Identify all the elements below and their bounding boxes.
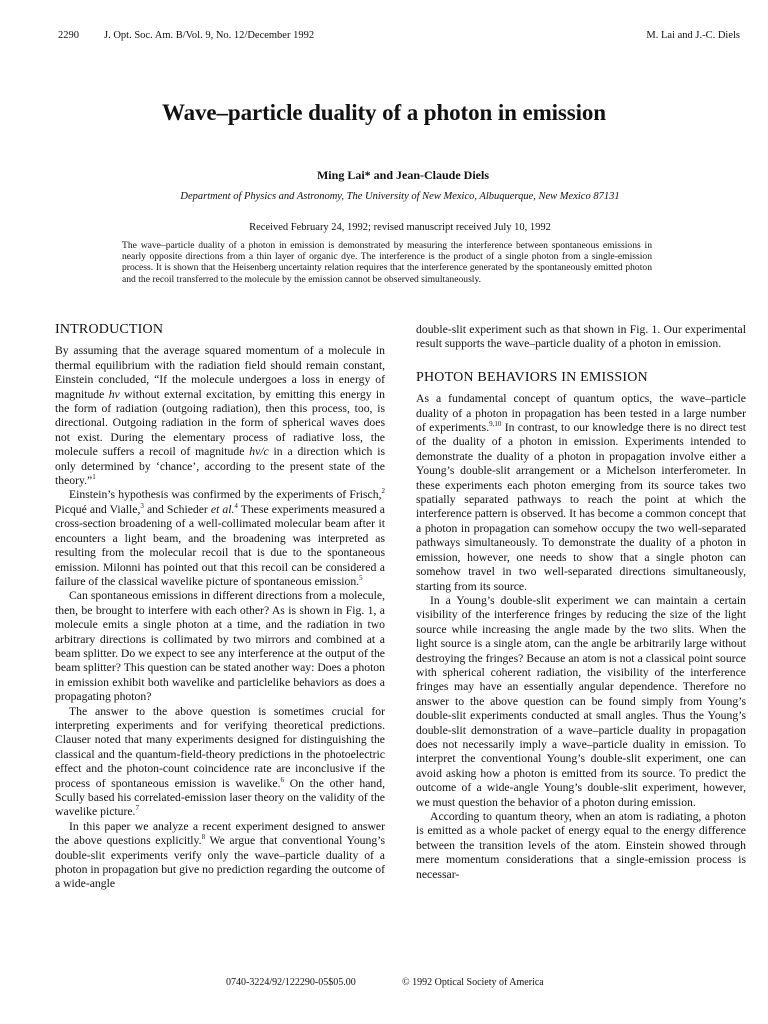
abstract: The wave–particle duality of a photon in emission is demonstrated by measuring the interference between spontaneous emissions in nearly opposite directions from a thin layer of organic dye. The interference is the product of a single photon from a single-emission process. It is shown that the Heisenberg uncertainty relation requires that the interference generated by the spontaneously emitted photon and the recoil transferred to the molecule by the emission cannot be observed simultaneously.	[122, 240, 652, 285]
text-run: In contrast, to our knowledge there is no direct test of the duality of a photon in emission. Experiments intended to demonstrate the duality of a photon in propagation involve either a Young’s double-slit arrangement or a Michelson interferometer. In these experiments each photon emerging from its source takes two spatially separated pathways to reach the point at which the interference pattern is observed. It has become a common concept that a photon in propagation can somehow occupy the two well-separated pathways simultaneously. To demonstrate the duality of a photon in emission, however, one needs to show that a single photon can somehow travel in two well-separated directions simultaneously, starting from its source.	[416, 421, 746, 593]
photon-behaviors-heading: PHOTON BEHAVIORS IN EMISSION	[416, 369, 648, 385]
text-run: in a direction which is only determined by ‘chance’, according to the present state of the theory.”	[55, 445, 385, 488]
behaviors-paragraph-3: According to quantum theory, when an atom is radiating, a photon is emitted as a whole packet of energy equal to the energy difference between the transition levels of the atom. Einstein showed through mere momentum considerations that a single-emission process is necessar-	[416, 810, 746, 881]
intro-paragraph-2	[55, 488, 385, 589]
article-code: 0740-3224/92/122290-05$05.00	[226, 977, 356, 988]
introduction-heading: INTRODUCTION	[55, 322, 164, 337]
text-run: The answer to the above question is sometimes crucial for interpreting experiments and for verifying theoretical predictions. Clauser noted that many experiments designed for distinguishing the classical and the quantum-field-theory predictions in the photoelectric effect and the photon-count coincidence rate are inconclusive if the process of spontaneous emission is wavelike.	[55, 704, 385, 790]
reference-marker: 3	[140, 501, 144, 510]
intro-paragraph-1	[55, 344, 385, 488]
text-run: Einstein’s hypothesis was confirmed by the experiments of Frisch,	[69, 488, 382, 502]
journal-citation: J. Opt. Soc. Am. B/Vol. 9, No. 12/December 1992	[104, 30, 315, 41]
intro-paragraph-3: Can spontaneous emissions in different directions from a molecule, then, be brought to interfere with each other? As is shown in Fig. 1, a molecule emits a single photon at a time, and the radiation in two arbitrary directions is collimated by two mirrors and combined at a beam splitter. Do we expect to see any interference at the output of the beam splitter? This question can be stated another way: Does a photon in emission exhibit both wavelike and particlelike behaviors as does a propagating photon?	[55, 589, 385, 704]
reference-marker: 9,10	[489, 420, 502, 429]
intro-paragraph-4	[55, 705, 385, 820]
reference-marker: 7	[135, 804, 139, 813]
text-run: In this paper we analyze a recent experiment designed to answer the above questions explicitly.	[55, 819, 385, 848]
author-line: Ming Lai* and Jean-Claude Diels	[316, 168, 490, 182]
text-run: As a fundamental concept of quantum optics, the wave–particle duality of a photon in propagation has been tested in a large number of experiments.	[416, 392, 746, 435]
behaviors-paragraph-1	[416, 392, 746, 594]
text-run: By assuming that the average squared momentum of a molecule in thermal equilibrium with the radiation field should remain constant, Einstein concluded, “If the molecule undergoes a loss in energy of magnitude	[55, 344, 385, 401]
page-number: 2290	[58, 30, 79, 41]
intro-paragraph-5	[55, 820, 385, 892]
affiliation: Department of Physics and Astronomy, The University of New Mexico, Albuquerque, New Mexico 87131	[180, 191, 620, 202]
reference-marker: 4	[234, 501, 238, 510]
left-column	[55, 323, 385, 892]
reference-marker: 8	[201, 833, 206, 842]
behaviors-paragraph-2: In a Young’s double-slit experiment we can maintain a certain visibility of the interference fringes by reducing the size of the light source while increasing the angle made by the two slits. When the light source is a single atom, can the angle be arbitrarily large without destroying the fringes? Because an atom is not a classical point source with spherical coherent radiation, the visibility of the interference fringes may have an essentially angular dependence. Therefore no answer to the above question can be found simply from Young’s double-slit experiments conducted at small angles. Thus the Young’s double-slit demonstration of a wave–particle duality in propagation does not necessarily imply a wave–particle duality in emission. To interpret the conventional Young’s double-slit experiment, one can avoid asking how a photon is emitted from its source. To predict the outcome of a wide-angle Young’s double-slit experiment, however, we must question the behavior of a photon during emission.	[416, 593, 746, 809]
symbol-h-nu: hν	[108, 387, 120, 401]
text-run: We argue that conventional Young’s double-slit experiments verify only the wave–particle duality of a photon in propagation but give no prediction regarding the outcome of a wide-angle	[55, 834, 385, 891]
reference-marker: 5	[359, 574, 363, 583]
text-run: without external excitation, by emitting this energy in the form of radiation (outgoing radiation), then this process, too, is directional. Outgoing radiation in the form of spherical waves does not exist. During the elementary process of radiative loss, the molecule suffers a recoil of magnitude	[55, 387, 386, 459]
text-run: These experiments measured a cross-section broadening of a well-collimated molecular beam after it encounters a light beam, and the broadening was interpreted as resulting from the molecular recoil that is due to the spontaneous emission. Milonni has pointed out that this recoil can be considered a failure of the classical wavelike picture of spontaneous emission.	[55, 502, 385, 588]
reference-marker: 6	[280, 775, 284, 784]
text-run: and Schieder	[143, 502, 211, 516]
text-run: Picqué and Vialle,	[55, 502, 141, 516]
paper-title: Wave–particle duality of a photon in emission	[161, 100, 607, 125]
et-al: et al.	[210, 502, 235, 516]
copyright-notice: © 1992 Optical Society of America	[402, 977, 544, 988]
reference-marker: 1	[92, 473, 96, 482]
running-head-authors: M. Lai and J.-C. Diels	[646, 30, 740, 41]
received-dates: Received February 24, 1992; revised manuscript received July 10, 1992	[249, 222, 551, 233]
continuation-paragraph: double-slit experiment such as that shown in Fig. 1. Our experimental result supports the wave–particle duality of a photon in emission.	[416, 323, 746, 351]
right-column	[416, 323, 746, 882]
symbol-h-nu-over-c: hν/c	[249, 445, 269, 459]
reference-marker: 2	[381, 487, 385, 496]
text-run: On the other hand, Scully based his correlated-emission laser theory on the validity of the wavelike picture.	[55, 776, 385, 819]
page-footer	[0, 977, 768, 991]
running-head	[0, 30, 768, 46]
